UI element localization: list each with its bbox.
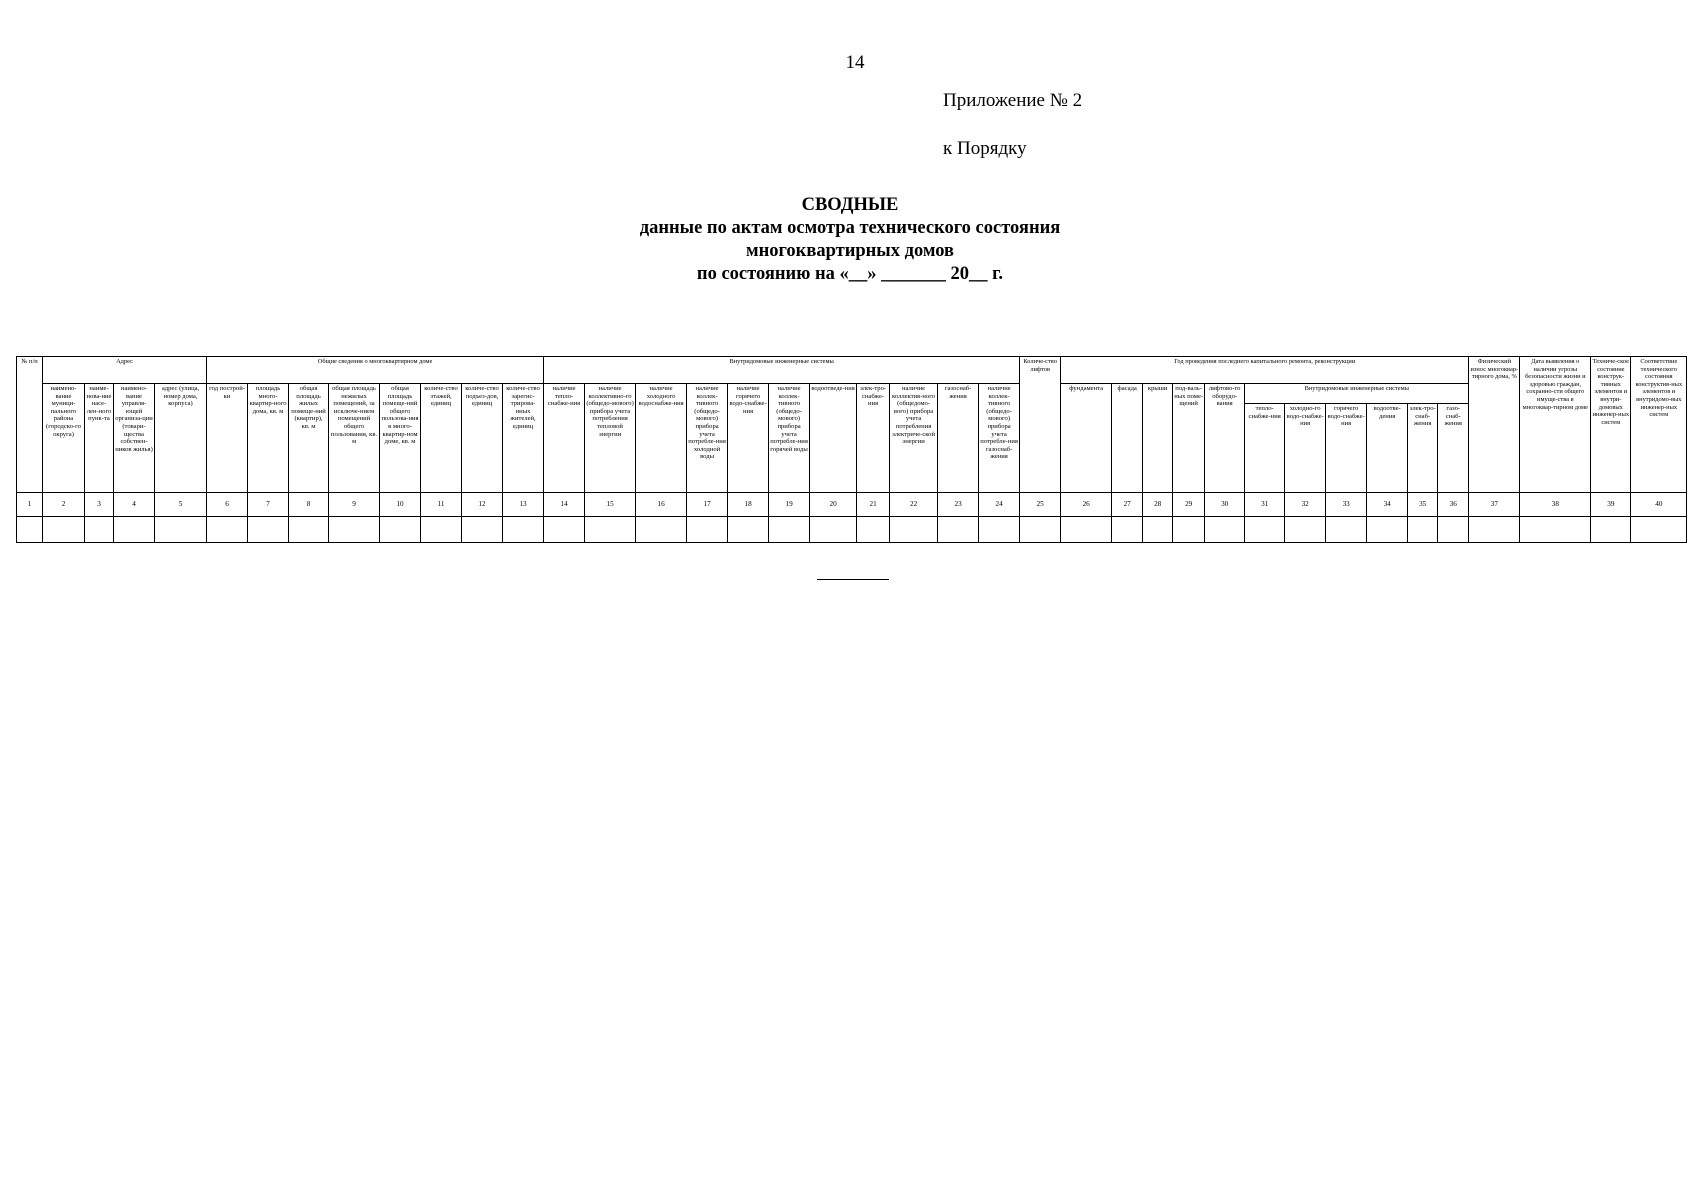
header-repair-systems: Внутридомовые инженерные системы xyxy=(1245,384,1469,404)
column-number: 21 xyxy=(857,493,890,517)
col-header-common-area: общая площадь помеще-ний общего пользова-ния в много-квартир-ном доме, кв. м xyxy=(380,384,421,493)
col-header-repair-electricity: элек-тро-снаб-жения xyxy=(1408,404,1438,493)
column-number: 36 xyxy=(1438,493,1469,517)
page-number: 14 xyxy=(845,52,865,73)
table-cell xyxy=(1285,517,1326,543)
column-number: 11 xyxy=(421,493,462,517)
table-cell xyxy=(329,517,380,543)
col-header-nonresidential-area: общая площадь нежилых помещений, за исключе-нием помещений общего пользования, кв. м xyxy=(329,384,380,493)
column-number: 15 xyxy=(585,493,636,517)
column-number: 32 xyxy=(1285,493,1326,517)
table-cell xyxy=(1408,517,1438,543)
table-cell xyxy=(1173,517,1205,543)
header-compliance: Соответствие технического состояния конструктив-ных элементов и внутридомо-вых инженер-ных систем xyxy=(1631,357,1687,493)
column-number: 10 xyxy=(380,493,421,517)
column-number: 17 xyxy=(687,493,728,517)
table-cell xyxy=(1326,517,1367,543)
table-cell xyxy=(421,517,462,543)
column-number: 30 xyxy=(1205,493,1245,517)
table-cell xyxy=(1591,517,1631,543)
column-number: 12 xyxy=(462,493,503,517)
header-row-groups xyxy=(17,357,1687,384)
col-header-repair-lift: лифтово-го оборудо-вания xyxy=(1205,384,1245,493)
table-cell xyxy=(114,517,155,543)
header-danger-date: Дата выявления о наличии угрозы безопасности жизни и здоровью граждан, сохранно-сти общего имуще-ства в многоквар-тирном доме xyxy=(1520,357,1591,493)
title-line-4: по состоянию на «__» _______ 20__ г. xyxy=(696,264,1004,284)
column-number: 29 xyxy=(1173,493,1205,517)
col-header-building-area: площадь много-квартир-ного дома, кв. м xyxy=(248,384,289,493)
column-number: 23 xyxy=(938,493,979,517)
appendix-reference: к Порядку xyxy=(943,138,1027,159)
col-header-settlement: наиме-нова-ние насе-лен-ного пунк-та xyxy=(85,384,114,493)
column-number: 6 xyxy=(207,493,248,517)
table-cell xyxy=(503,517,544,543)
col-header-repair-basement: под-валь-ных поме-щений xyxy=(1173,384,1205,493)
column-number: 9 xyxy=(329,493,380,517)
col-header-repair-foundation: фундамента xyxy=(1061,384,1112,493)
col-header-repair-gas: газо-снаб-жения xyxy=(1438,404,1469,493)
header-physical-wear: Физический износ многоквар-тирного дома, % xyxy=(1469,357,1520,493)
col-header-street-address: адрес (улица, номер дома, корпуса) xyxy=(155,384,207,493)
column-number: 16 xyxy=(636,493,687,517)
column-number: 4 xyxy=(114,493,155,517)
table-cell xyxy=(636,517,687,543)
table-cell xyxy=(1245,517,1285,543)
column-number: 39 xyxy=(1591,493,1631,517)
column-number: 2 xyxy=(43,493,85,517)
table-cell xyxy=(1438,517,1469,543)
column-number: 1 xyxy=(17,493,43,517)
table-cell xyxy=(585,517,636,543)
table-cell xyxy=(1205,517,1245,543)
col-header-repair-cold-water: холодно-го водо-снабже-ния xyxy=(1285,404,1326,493)
table-cell xyxy=(248,517,289,543)
table-cell xyxy=(769,517,810,543)
table-cell xyxy=(810,517,857,543)
header-engineering-systems: Внутридомовые инженерные системы xyxy=(544,357,1020,384)
header-address: Адрес xyxy=(43,357,207,384)
col-header-electricity: элек-тро-снабже-ния xyxy=(857,384,890,493)
column-number: 31 xyxy=(1245,493,1285,517)
col-header-repair-hot-water: горячего водо-снабже-ния xyxy=(1326,404,1367,493)
col-header-repair-facade: фасада xyxy=(1112,384,1143,493)
table-cell xyxy=(857,517,890,543)
table-cell xyxy=(85,517,114,543)
col-header-build-year: год построй-ки xyxy=(207,384,248,493)
table-cell xyxy=(289,517,329,543)
title-line-1: СВОДНЫЕ xyxy=(801,195,899,215)
col-header-repair-sewerage: водоотве-дения xyxy=(1367,404,1408,493)
table-cell xyxy=(207,517,248,543)
col-header-entrances: количе-ство подъез-дов, единиц xyxy=(462,384,503,493)
col-header-residents: количе-ство зарегис-трирова-нных жителей, единиц xyxy=(503,384,544,493)
col-header-municipality: наимено-вание муници-пального района (городско-го округа) xyxy=(43,384,85,493)
header-row-sub-groups xyxy=(17,384,1687,404)
column-number: 40 xyxy=(1631,493,1687,517)
column-number: 18 xyxy=(728,493,769,517)
col-header-hot-water-meter: наличие коллек-тивного (общедо-мового) прибора учета потребле-ния горячей воды xyxy=(769,384,810,493)
table-cell xyxy=(1061,517,1112,543)
title-line-2: данные по актам осмотра технического состояния xyxy=(639,218,1061,238)
table-cell xyxy=(380,517,421,543)
table-cell xyxy=(155,517,207,543)
table-cell xyxy=(728,517,769,543)
col-header-gas-meter: наличие коллек-тивного (общедо-мового) прибора учета потребле-ния газоснаб-жения xyxy=(979,384,1020,493)
column-number: 13 xyxy=(503,493,544,517)
header-general-info: Общие сведения о многоквартирном доме xyxy=(207,357,544,384)
col-header-repair-roof: крыши xyxy=(1143,384,1173,493)
end-divider xyxy=(817,579,889,580)
table-cell xyxy=(1112,517,1143,543)
empty-data-row xyxy=(17,517,1687,543)
col-header-management-org: наимено-вание управля-ющей организа-ции (товари-щества собствен-ников жилья) xyxy=(114,384,155,493)
column-number: 5 xyxy=(155,493,207,517)
appendix-label: Приложение № 2 xyxy=(943,90,1083,111)
column-number: 26 xyxy=(1061,493,1112,517)
col-header-sewerage: водоотведе-ния xyxy=(810,384,857,493)
table-cell xyxy=(938,517,979,543)
col-header-gas: газоснаб-жения xyxy=(938,384,979,493)
table-cell xyxy=(17,517,43,543)
table-cell xyxy=(544,517,585,543)
column-number: 8 xyxy=(289,493,329,517)
header-lifts-count: Количе-ство лифтов xyxy=(1020,357,1061,493)
column-number: 25 xyxy=(1020,493,1061,517)
table-cell xyxy=(687,517,728,543)
header-number: № п/п xyxy=(17,357,43,493)
col-header-cold-water: наличие холодного водоснабже-ния xyxy=(636,384,687,493)
column-number: 27 xyxy=(1112,493,1143,517)
column-number: 22 xyxy=(890,493,938,517)
column-number: 38 xyxy=(1520,493,1591,517)
col-header-heating: наличие тепло-снабже-ния xyxy=(544,384,585,493)
table-cell xyxy=(43,517,85,543)
col-header-floors: количе-ство этажей, единиц xyxy=(421,384,462,493)
column-number: 7 xyxy=(248,493,289,517)
table-cell xyxy=(890,517,938,543)
column-numbers-row xyxy=(17,493,1687,517)
table-cell xyxy=(979,517,1020,543)
col-header-heat-meter: наличие коллективно-го (общедо-мового) прибора учета потребления тепловой энергии xyxy=(585,384,636,493)
table-cell xyxy=(1520,517,1591,543)
col-header-hot-water: наличие горячего водо-снабже-ния xyxy=(728,384,769,493)
column-number: 20 xyxy=(810,493,857,517)
column-number: 24 xyxy=(979,493,1020,517)
column-number: 19 xyxy=(769,493,810,517)
column-number: 14 xyxy=(544,493,585,517)
table-cell xyxy=(1367,517,1408,543)
table-cell xyxy=(1143,517,1173,543)
col-header-electricity-meter: наличие коллектив-ного (общедомо-вого) прибора учета потребления электриче-ской энергии xyxy=(890,384,938,493)
column-number: 28 xyxy=(1143,493,1173,517)
table-cell xyxy=(1631,517,1687,543)
table-cell xyxy=(1020,517,1061,543)
table-cell xyxy=(462,517,503,543)
title-line-3: многоквартирных домов xyxy=(745,241,955,261)
header-repair-year: Год проведения последнего капитального ремонта, реконструкции xyxy=(1061,357,1469,384)
table-cell xyxy=(1469,517,1520,543)
column-number: 37 xyxy=(1469,493,1520,517)
summary-table xyxy=(16,356,1687,543)
document-title xyxy=(560,194,1140,286)
col-header-repair-heating: тепло-снабже-ния xyxy=(1245,404,1285,493)
column-number: 35 xyxy=(1408,493,1438,517)
col-header-residential-area: общая площадь жилых помеще-ний (квартир), кв. м xyxy=(289,384,329,493)
column-number: 33 xyxy=(1326,493,1367,517)
column-number: 3 xyxy=(85,493,114,517)
col-header-cold-water-meter: наличие коллек-тивного (общедо-мового) прибора учета потребле-ния холодной воды xyxy=(687,384,728,493)
column-number: 34 xyxy=(1367,493,1408,517)
header-technical-state: Техниче-ское состояние конструк-тивных элементов и внутри-домовых инженер-ных систем xyxy=(1591,357,1631,493)
